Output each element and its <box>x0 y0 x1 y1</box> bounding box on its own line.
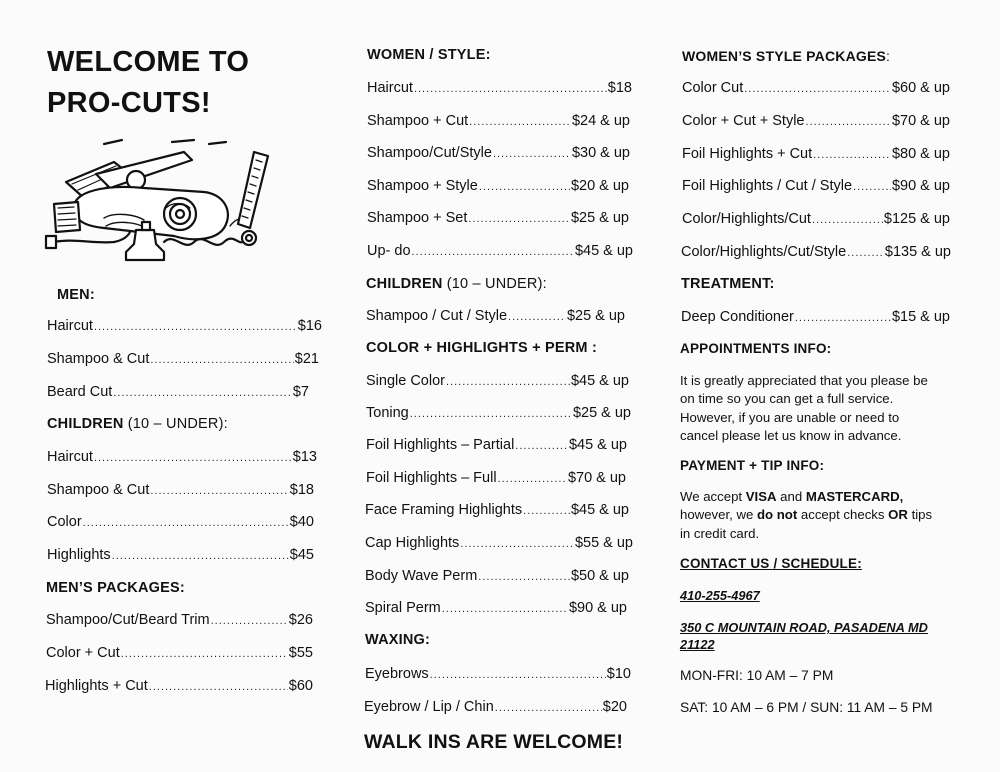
menu-item-label: Eyebrow / Lip / Chin <box>364 699 494 715</box>
menu-item-label: Toning <box>366 405 409 421</box>
children-mid-heading-note: (10 – UNDER): <box>446 276 547 292</box>
menu-item-label: Haircut <box>47 449 93 465</box>
menu-item-price: $60 <box>288 678 313 694</box>
menu-item-label: Color + Cut + Style <box>682 113 805 129</box>
menu-item-label: Color + Cut <box>46 645 120 661</box>
menu-item-price: $25 & up <box>572 405 631 421</box>
menu-item-price: $45 & up <box>568 437 627 453</box>
waxing-heading: WAXING: <box>365 632 431 648</box>
appointments-text <box>680 372 960 445</box>
menu-row-pkg-highlights-cut <box>45 678 313 694</box>
leader-dots <box>430 669 606 681</box>
menu-item-price: $30 & up <box>571 145 630 161</box>
appointments-line: cancel please let us know in advance. <box>680 427 902 443</box>
menu-row-women-shampoo-style <box>367 178 629 194</box>
menu-row-foil-partial <box>366 437 627 453</box>
leader-dots <box>113 387 292 399</box>
menu-row-child-shampoo-cut <box>47 482 314 498</box>
leader-dots <box>121 648 288 660</box>
payment-text-part: tips <box>907 507 933 523</box>
menu-item-price: $10 <box>606 666 631 682</box>
leader-dots <box>479 181 570 193</box>
children-heading-label: CHILDREN <box>47 416 124 432</box>
menu-item-label: Up- do <box>367 243 411 259</box>
children-mid-heading <box>366 276 547 292</box>
color-highlights-heading: COLOR + HIGHLIGHTS + PERM : <box>366 340 597 356</box>
walk-ins-banner: WALK INS ARE WELCOME! <box>364 731 624 753</box>
menu-item-label: Haircut <box>367 80 413 96</box>
payment-heading: PAYMENT + TIP INFO: <box>680 458 825 473</box>
leader-dots <box>744 83 891 95</box>
menu-row-pkg-color-cut <box>46 645 313 661</box>
menu-item-label: Haircut <box>47 318 93 334</box>
menu-item-price: $20 <box>602 699 627 715</box>
leader-dots <box>150 354 293 366</box>
menu-row-single-color <box>366 373 629 389</box>
menu-row-child-color <box>47 514 314 530</box>
plug-icon <box>46 236 56 248</box>
leader-dots <box>498 473 567 485</box>
payment-text <box>680 488 960 543</box>
appointments-line: on time so you can get a full service. <box>680 391 894 407</box>
menu-item-label: Color/Highlights/Cut/Style <box>681 244 847 260</box>
menu-item-label: Color Cut <box>682 80 744 96</box>
menu-item-price: $15 & up <box>891 309 950 325</box>
menu-item-price: $45 & up <box>570 502 629 518</box>
leader-dots <box>523 505 570 517</box>
payment-text-part: accept checks <box>797 507 889 523</box>
menu-row-men-haircut <box>47 318 322 334</box>
menu-row-men-shampoo-cut <box>47 351 319 367</box>
menu-item-price: $20 & up <box>570 178 629 194</box>
leader-dots <box>149 681 288 693</box>
leader-dots <box>414 83 607 95</box>
menu-row-wp-color-highlights-cut-style <box>681 244 951 260</box>
menu-item-price: $25 & up <box>566 308 625 324</box>
menu-item-label: Shampoo + Style <box>367 178 478 194</box>
hours-weekend: SAT: 10 AM – 6 PM / SUN: 11 AM – 5 PM <box>680 700 933 715</box>
menu-row-wp-foil-cut <box>682 146 950 162</box>
menu-item-price: $125 & up <box>883 211 950 227</box>
mastercard-text: MASTERCARD, <box>805 489 904 504</box>
page-title <box>47 42 249 124</box>
motion-line-icon <box>104 140 122 144</box>
motion-line-icon <box>172 140 194 142</box>
title-line-2: PRO-CUTS! <box>47 87 211 119</box>
leader-dots <box>812 214 883 226</box>
do-not-text: do not <box>756 507 798 523</box>
menu-row-eyebrows <box>365 666 631 682</box>
menu-item-label: Foil Highlights – Full <box>366 470 497 486</box>
payment-text-part: and <box>776 489 806 504</box>
menu-item-price: $18 <box>607 80 632 96</box>
menu-item-label: Foil Highlights + Cut <box>682 146 813 162</box>
leader-dots <box>112 550 289 562</box>
payment-line-2 <box>680 506 960 524</box>
menu-item-price: $70 & up <box>891 113 950 129</box>
womens-packages-heading-colon: : <box>886 48 891 64</box>
menu-item-label: Color/Highlights/Cut <box>682 211 811 227</box>
menu-row-children-shampoo-cut-style <box>366 308 625 324</box>
menu-item-label: Beard Cut <box>47 384 113 400</box>
menu-item-price: $70 & up <box>567 470 626 486</box>
children-heading-note: (10 – UNDER): <box>127 416 228 432</box>
menu-item-price: $45 & up <box>570 373 629 389</box>
menu-row-women-haircut <box>367 80 632 96</box>
children-heading <box>47 416 228 432</box>
visa-text: VISA <box>745 489 777 504</box>
menu-item-price: $16 <box>297 318 322 334</box>
menu-item-price: $18 <box>289 482 314 498</box>
leader-dots <box>515 440 568 452</box>
leader-dots <box>468 213 570 225</box>
menu-item-price: $45 & up <box>574 243 633 259</box>
menu-item-price: $40 <box>289 514 314 530</box>
payment-line-3: in credit card. <box>680 525 760 541</box>
leader-dots <box>460 538 574 550</box>
menu-item-label: Single Color <box>366 373 445 389</box>
menu-item-label: Eyebrows <box>365 666 429 682</box>
payment-text-part: however, we <box>680 507 757 523</box>
hours-weekday: MON-FRI: 10 AM – 7 PM <box>680 668 834 683</box>
menu-row-wp-foil-cut-style <box>682 178 950 194</box>
menu-item-price: $90 & up <box>568 600 627 616</box>
menu-item-price: $50 & up <box>570 568 629 584</box>
appointments-line: However, if you are unable or need to <box>680 409 900 425</box>
coil-icon <box>164 239 244 245</box>
leader-dots <box>446 376 570 388</box>
menu-item-price: $26 <box>288 612 313 628</box>
menu-item-label: Highlights <box>47 547 111 563</box>
leader-dots <box>847 247 884 259</box>
menu-item-price: $21 <box>294 351 319 367</box>
contact-heading: CONTACT US / SCHEDULE: <box>680 556 862 571</box>
leader-dots <box>442 603 568 615</box>
menu-row-wp-color-highlights-cut <box>682 211 950 227</box>
menu-item-label: Shampoo / Cut / Style <box>366 308 508 324</box>
treatment-heading: TREATMENT: <box>681 276 775 292</box>
menu-row-face-framing <box>365 502 629 518</box>
menu-row-wp-color-cut <box>682 80 950 96</box>
menu-item-price: $55 & up <box>574 535 633 551</box>
phone-link[interactable]: 410-255-4967 <box>680 588 760 603</box>
menu-item-price: $45 <box>289 547 314 563</box>
title-line-1: WELCOME TO <box>47 46 250 78</box>
menu-row-wp-color-cut-style <box>682 113 950 129</box>
appointments-heading: APPOINTMENTS INFO: <box>680 341 832 356</box>
men-heading: MEN: <box>57 287 95 303</box>
leader-dots <box>410 408 572 420</box>
menu-row-women-shampoo-cut-style <box>367 145 630 161</box>
womens-packages-heading <box>682 48 890 64</box>
menu-item-label: Shampoo/Cut/Beard Trim <box>46 612 210 628</box>
menu-row-body-wave <box>365 568 629 584</box>
menu-row-child-highlights <box>47 547 314 563</box>
menu-row-women-shampoo-set <box>367 210 629 226</box>
or-text: OR <box>888 507 908 523</box>
menu-item-label: Spiral Perm <box>365 600 441 616</box>
leader-dots <box>150 485 288 497</box>
menu-item-label: Color <box>47 514 82 530</box>
menu-item-label: Body Wave Perm <box>365 568 478 584</box>
leader-dots <box>94 321 297 333</box>
menu-row-cap-highlights <box>365 535 633 551</box>
menu-row-men-beard-cut <box>47 384 309 400</box>
leader-dots <box>493 148 571 160</box>
menu-item-label: Shampoo + Set <box>367 210 468 226</box>
menu-item-price: $7 <box>292 384 309 400</box>
leader-dots <box>94 452 292 464</box>
menu-row-deep-conditioner <box>681 309 950 325</box>
menu-row-spiral-perm <box>365 600 627 616</box>
leader-dots <box>813 149 891 161</box>
salon-tools-illustration <box>44 132 274 262</box>
menu-row-eyebrow-lip-chin <box>364 699 627 715</box>
leader-dots <box>478 571 570 583</box>
address-link[interactable]: 350 C MOUNTAIN ROAD, PASADENA MD 21122 <box>680 620 928 652</box>
payment-text-part: We accept <box>680 489 746 504</box>
menu-item-label: Shampoo + Cut <box>367 113 469 129</box>
menu-item-price: $60 & up <box>891 80 950 96</box>
menu-item-label: Shampoo & Cut <box>47 482 150 498</box>
menu-row-women-updo <box>367 243 633 259</box>
menu-item-label: Foil Highlights – Partial <box>366 437 515 453</box>
menu-item-price: $25 & up <box>570 210 629 226</box>
menu-item-price: $90 & up <box>891 178 950 194</box>
menu-row-women-shampoo-cut <box>367 113 630 129</box>
menu-row-child-haircut <box>47 449 317 465</box>
menu-item-label: Shampoo/Cut/Style <box>367 145 492 161</box>
menu-row-foil-full <box>366 470 626 486</box>
menu-item-label: Deep Conditioner <box>681 309 794 325</box>
menu-item-label: Cap Highlights <box>365 535 460 551</box>
leader-dots <box>211 615 288 627</box>
women-style-heading: WOMEN / STYLE: <box>367 47 491 63</box>
payment-line-1 <box>680 488 960 506</box>
womens-packages-heading-label: WOMEN’S STYLE PACKAGES <box>682 48 887 64</box>
leader-dots <box>508 311 566 323</box>
menu-item-label: Shampoo & Cut <box>47 351 150 367</box>
menu-item-price: $55 <box>288 645 313 661</box>
menu-item-label: Face Framing Highlights <box>365 502 523 518</box>
menu-item-price: $135 & up <box>884 244 951 260</box>
leader-dots <box>853 181 891 193</box>
menu-item-label: Highlights + Cut <box>45 678 148 694</box>
appointments-line: It is greatly appreciated that you please be <box>680 373 928 388</box>
menu-item-price: $80 & up <box>891 146 950 162</box>
menu-row-toning <box>366 405 631 421</box>
leader-dots <box>412 246 574 258</box>
leader-dots <box>83 517 289 529</box>
children-mid-heading-label: CHILDREN <box>366 276 443 292</box>
leader-dots <box>795 312 891 324</box>
leader-dots <box>806 116 891 128</box>
menu-row-pkg-shampoo-cut-beard <box>46 612 313 628</box>
menu-item-price: $13 <box>292 449 317 465</box>
leader-dots <box>495 702 602 714</box>
menu-item-price: $24 & up <box>571 113 630 129</box>
leader-dots <box>469 116 571 128</box>
mens-packages-heading: MEN’S PACKAGES: <box>46 580 185 596</box>
menu-item-label: Foil Highlights / Cut / Style <box>682 178 853 194</box>
